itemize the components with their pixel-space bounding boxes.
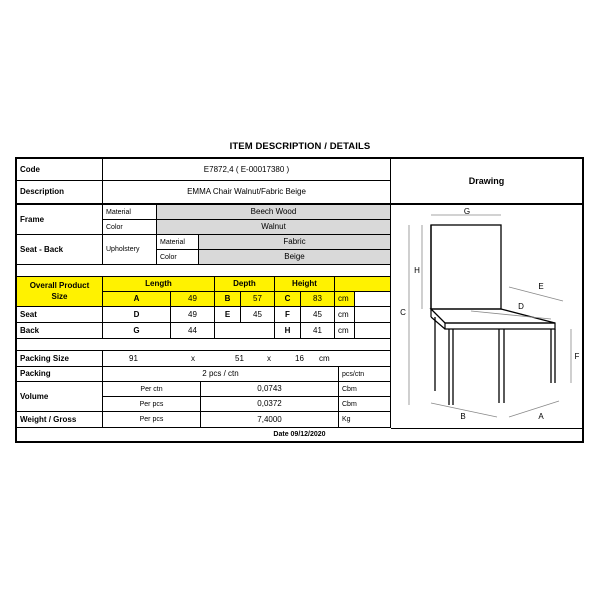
frame-material-label: Material [103,205,157,220]
weight-unit: Kg [339,412,391,428]
length-header: Length [103,277,215,292]
weight-per-pcs-label: Per pcs [103,412,201,428]
overall-size-label-line1: Overall Product [29,280,90,290]
overall-a-key: A [103,292,171,307]
spec-sheet [15,157,584,443]
height-header: Height [275,277,335,292]
label-c: C [400,308,406,317]
back-g-key: G [103,323,171,339]
seat-shape [431,309,555,323]
drawing-bottom-rule [391,428,582,429]
packing-size-label: Packing Size [17,351,103,367]
seat-e-value: 45 [241,307,275,323]
chair-drawing-svg [391,205,582,428]
label-b: B [460,412,466,421]
backrest-shape [431,225,501,309]
seat-back-material-value: Fabric [199,235,391,250]
drawing-title: Drawing [391,159,582,205]
chair-drawing [391,205,582,428]
overall-unit-filler [355,292,391,307]
packing-size-height: 16 [295,353,304,363]
weight-value: 7,4000 [201,412,339,428]
overall-a-value: 49 [171,292,215,307]
back-depth-empty [215,323,275,339]
overall-c-key: C [275,292,301,307]
packing-size-unit: cm [319,353,330,363]
overall-size-label-line2: Size [51,291,68,301]
volume-per-pcs-unit: Cbm [339,397,391,412]
seat-back-material-label: Material [157,235,199,250]
frame-color-label: Color [103,220,157,235]
label-a: A [538,412,544,421]
page-title: ITEM DESCRIPTION / DETAILS [229,141,371,152]
description-value: EMMA Chair Walnut/Fabric Beige [103,181,391,205]
weight-label: Weight / Gross [17,412,103,428]
volume-per-ctn-value: 0,0743 [201,382,339,397]
back-g-value: 44 [171,323,215,339]
packing-value: 2 pcs / ctn [103,367,339,382]
packing-size-x2: x [267,353,271,363]
seat-e-key: E [215,307,241,323]
seat-left-bottom [431,317,445,329]
spacer-row-2 [17,339,391,351]
volume-label: Volume [17,382,103,412]
seat-f-key: F [275,307,301,323]
depth-header: Depth [215,277,275,292]
overall-size-label [17,277,103,307]
back-h-value: 41 [301,323,335,339]
label-d: D [518,302,524,311]
volume-per-pcs-value: 0,0372 [201,397,339,412]
back-h-key: H [275,323,301,339]
code-label: Code [17,159,103,181]
packing-unit: pcs/ctn [339,367,391,382]
packing-size-x1: x [191,353,195,363]
seat-d-key: D [103,307,171,323]
frame-material-value: Beech Wood [157,205,391,220]
seat-back-color-label: Color [157,250,199,265]
seat-unit: cm [335,307,355,323]
overall-unit: cm [335,292,355,307]
description-label: Description [17,181,103,205]
packing-label: Packing [17,367,103,382]
spacer-row [17,265,391,277]
volume-per-pcs-label: Per pcs [103,397,201,412]
overall-b-key: B [215,292,241,307]
label-h: H [414,266,420,275]
label-e: E [538,282,544,291]
frame-label: Frame [17,205,103,235]
frame-color-value: Walnut [157,220,391,235]
back-unit: cm [335,323,355,339]
upholstery-label: Upholstery [103,235,157,265]
volume-per-ctn-unit: Cbm [339,382,391,397]
volume-per-ctn-label: Per ctn [103,382,201,397]
packing-size-width: 51 [235,353,244,363]
seat-f-value: 45 [301,307,335,323]
packing-size-length: 91 [129,353,138,363]
date-line: Date 09/12/2020 [273,431,326,438]
seat-back-label: Seat - Back [17,235,103,265]
label-g: G [463,207,471,216]
seat-label: Seat [17,307,103,323]
overall-header-filler [335,277,391,292]
seat-unit-filler [355,307,391,323]
code-value: E7872,4 ( E-00017380 ) [103,159,391,181]
seat-apron [445,323,555,329]
dim-e-line [509,287,563,301]
back-unit-filler [355,323,391,339]
packing-size-values [103,351,391,367]
seat-d-value: 49 [171,307,215,323]
dim-a-line [509,401,559,417]
overall-b-value: 57 [241,292,275,307]
seat-back-color-value: Beige [199,250,391,265]
label-f: F [574,352,580,361]
overall-c-value: 83 [301,292,335,307]
back-label: Back [17,323,103,339]
